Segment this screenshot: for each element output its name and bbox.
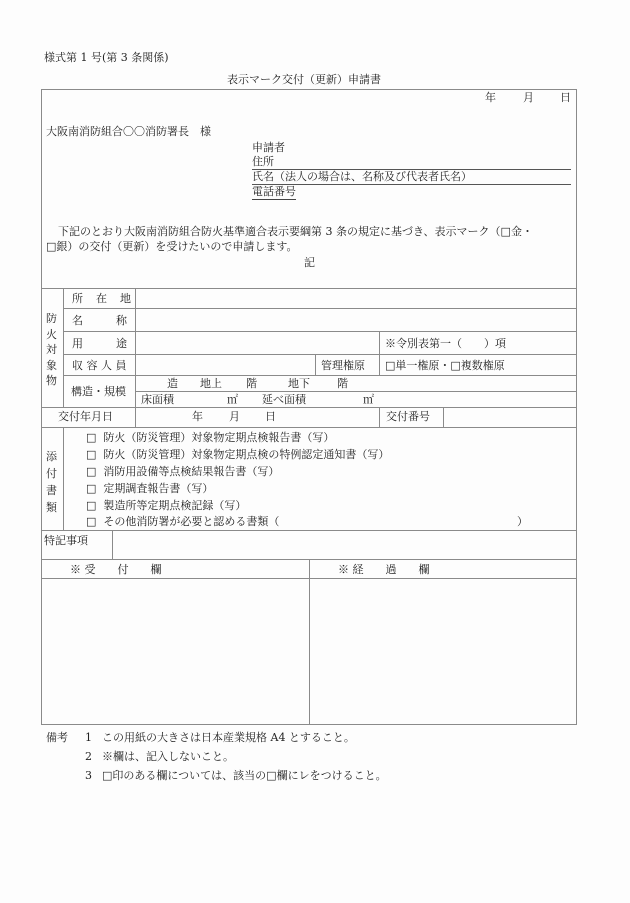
other-close-paren: ） <box>517 515 528 528</box>
note-text: この用紙の大きさは日本産業規格 A4 とすること。 <box>102 731 355 744</box>
use-field[interactable] <box>137 333 377 352</box>
remarks-label: 特記事項 <box>44 534 88 547</box>
capacity-field[interactable] <box>137 356 313 373</box>
name-field[interactable] <box>137 310 575 329</box>
applicant-phone-label: 電話番号 <box>252 185 296 198</box>
attachment-item[interactable]: □ 消防用設備等点検結果報告書（写） <box>86 465 280 478</box>
applicant-name-label: 氏名（法人の場合は、名称及び代表者氏名） <box>252 170 472 183</box>
addressee: 大阪南消防組合〇〇消防署長 様 <box>46 125 211 138</box>
remarks-field[interactable] <box>114 532 575 557</box>
applicant-phone-field[interactable] <box>252 186 296 200</box>
date-day[interactable]: 日 <box>560 91 571 104</box>
structure-zou: 造 <box>167 377 178 390</box>
applicant-address-label: 住所 <box>252 155 274 168</box>
capacity-label: 収 容 人 員 <box>72 359 127 372</box>
issue-date-month[interactable]: 月 <box>229 410 240 423</box>
note-number: 1 <box>85 731 92 744</box>
structure-floor2: 階 <box>337 377 348 390</box>
name-label: 名 称 <box>72 314 127 327</box>
floor-area-unit: ㎡ <box>227 393 238 406</box>
use-note[interactable]: ※令別表第一（ ）項 <box>385 337 506 350</box>
use-label: 用 途 <box>72 337 127 350</box>
note-text: ※欄は、記入しないこと。 <box>102 750 234 763</box>
total-area-label: 延べ面積 <box>262 393 306 406</box>
note-number: 3 <box>85 769 92 782</box>
management-options[interactable]: □単一権原・□複数権原 <box>385 359 505 372</box>
attachments-group-label: 添 付 書 類 <box>46 450 57 514</box>
issue-date-year[interactable]: 年 <box>192 410 203 423</box>
progress-header: ※ 経 過 欄 <box>338 563 430 576</box>
location-label: 所 在 地 <box>72 292 132 305</box>
structure-label: 構造・規模 <box>71 385 126 398</box>
note-number: 2 <box>85 750 92 763</box>
body-line1: 下記のとおり大阪南消防組合防火基準適合表示要綱第 3 条の規定に基づき、表示マーク（□金・ <box>58 225 533 238</box>
reception-area <box>43 580 307 723</box>
applicant-address-field[interactable] <box>252 156 571 170</box>
checkbox-icon[interactable]: □ <box>86 465 97 478</box>
attachment-item[interactable]: □ 防火（防災管理）対象物定期点検の特例認定通知書（写） <box>86 448 390 461</box>
note-text: □印のある欄については、該当の□欄にレをつけること。 <box>102 769 387 782</box>
body-line2: □銀）の交付（更新）を受けたいので申請します。 <box>46 240 298 253</box>
form-number: 様式第 1 号(第 3 条関係) <box>44 51 169 64</box>
checkbox-icon[interactable]: □ <box>86 499 97 512</box>
attachment-item[interactable]: □ 定期調査報告書（写） <box>86 482 214 495</box>
date-year[interactable]: 年 <box>485 91 496 104</box>
checkbox-icon[interactable]: □ <box>86 431 97 444</box>
reception-header: ※ 受 付 欄 <box>70 563 162 576</box>
attachment-item[interactable]: □ その他消防署が必要と認める書類（ <box>86 515 280 528</box>
checkbox-icon[interactable]: □ <box>86 482 97 495</box>
checkbox-icon[interactable]: □ <box>86 515 97 528</box>
date-month[interactable]: 月 <box>523 91 534 104</box>
progress-area <box>311 580 575 723</box>
issue-date-label: 交付年月日 <box>58 410 113 423</box>
issue-number-label: 交付番号 <box>386 410 430 423</box>
issue-date-day[interactable]: 日 <box>265 410 276 423</box>
structure-underground: 地下 <box>288 377 310 390</box>
structure-above-ground: 地上 <box>200 377 222 390</box>
notes-label: 備考 <box>46 731 68 744</box>
ki-label: 記 <box>304 256 315 269</box>
management-label: 管理権原 <box>321 359 365 372</box>
total-area-unit: ㎡ <box>363 393 374 406</box>
applicant-name-field[interactable] <box>252 171 571 185</box>
applicant-label: 申請者 <box>252 141 285 154</box>
issue-number-field[interactable] <box>445 409 575 425</box>
property-group-label: 防 火 対 象 物 <box>46 312 57 387</box>
floor-area-label: 床面積 <box>141 393 174 406</box>
checkbox-icon[interactable]: □ <box>86 448 97 461</box>
attachment-item[interactable]: □ 防火（防災管理）対象物定期点検報告書（写） <box>86 431 335 444</box>
form-title: 表示マーク交付（更新）申請書 <box>227 73 381 86</box>
location-field[interactable] <box>137 290 575 306</box>
structure-floor1: 階 <box>246 377 257 390</box>
attachment-item[interactable]: □ 製造所等定期点検記録（写） <box>86 499 247 512</box>
